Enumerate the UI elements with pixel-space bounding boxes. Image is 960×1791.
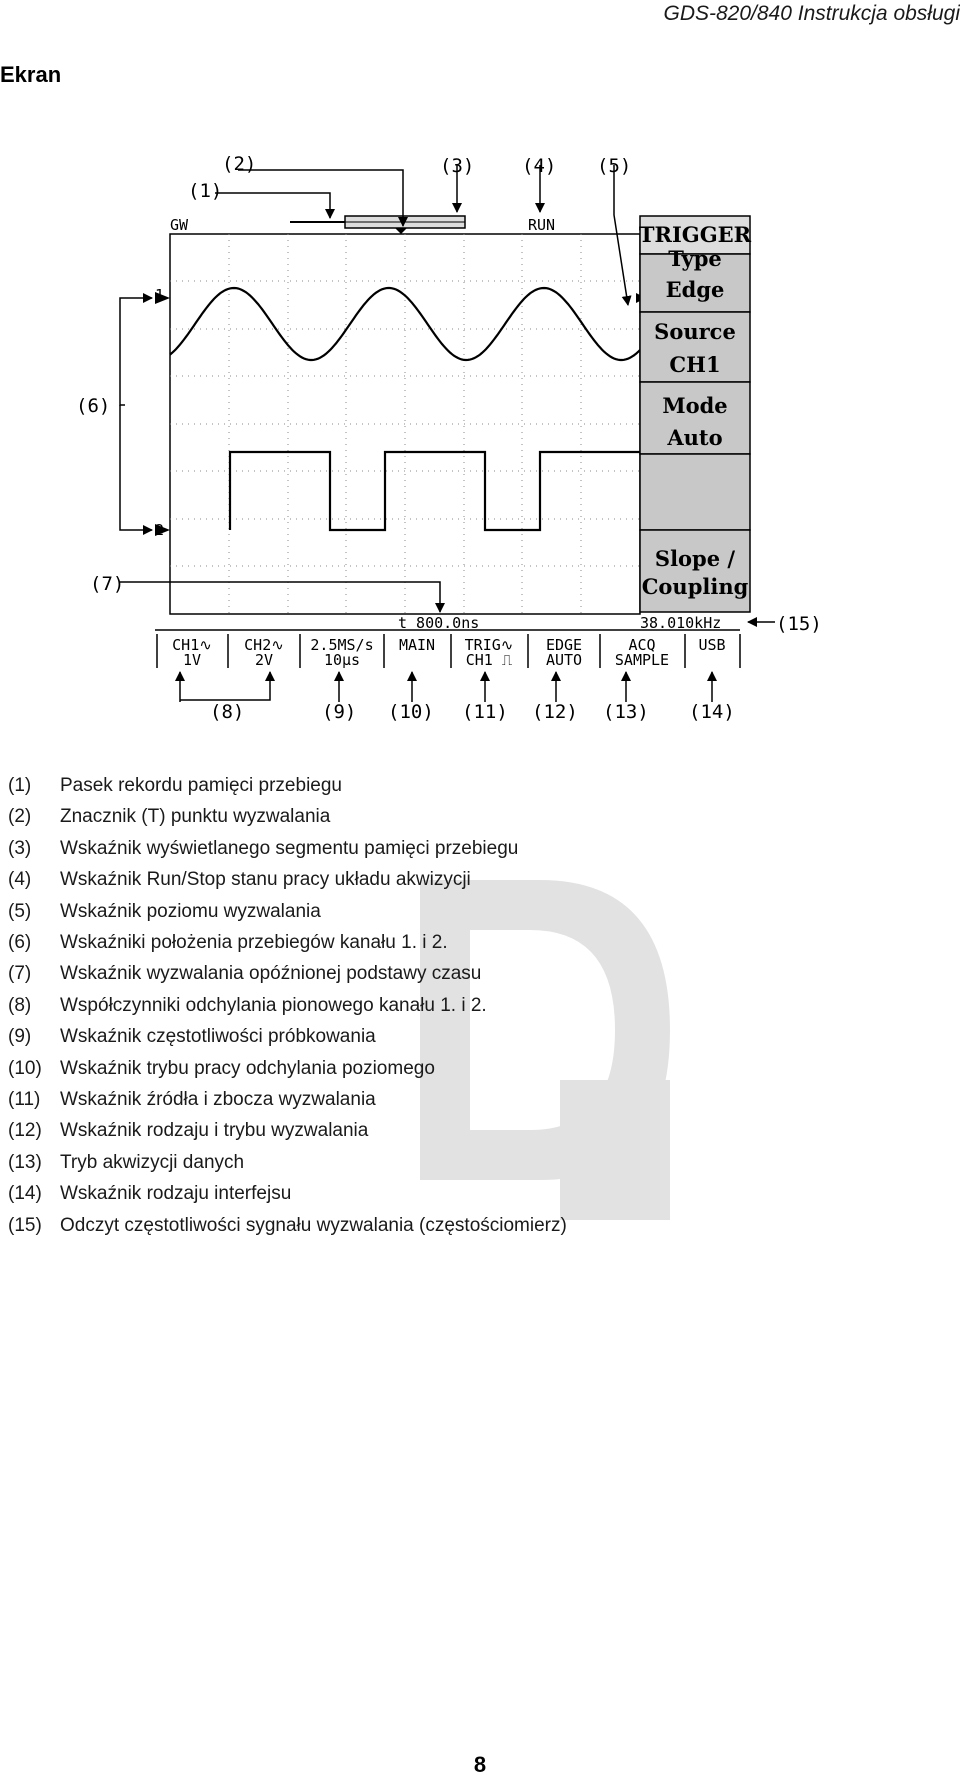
oscilloscope-screen-figure: [0, 0, 960, 760]
legend-item: [8, 927, 948, 958]
legend-item: [8, 1053, 948, 1084]
legend-text: Wskaźnik wyświetlanego segmentu pamięci przebiegu: [60, 837, 519, 859]
legend-number: (11): [8, 1089, 41, 1111]
legend-item: [8, 770, 948, 801]
status-main-top: MAIN: [398, 636, 436, 654]
menu-mode-label[interactable]: Mode: [662, 393, 728, 418]
legend-text: Wskaźnik Run/Stop stanu pracy układu akwizycji: [60, 869, 471, 891]
menu-slope-label[interactable]: Slope /: [654, 546, 736, 571]
callout-12: (12): [532, 701, 578, 723]
status-ch2-top: CH2∿: [244, 636, 284, 654]
callout-15: (15): [776, 613, 822, 635]
status-usb-top: USB: [698, 636, 726, 654]
legend-number: (4): [8, 869, 32, 891]
legend-number: (9): [8, 1026, 32, 1048]
legend-number: (2): [8, 806, 32, 828]
legend-number: (6): [8, 932, 32, 954]
run-status: RUN: [528, 216, 556, 234]
frequency-readout: 38.010kHz: [640, 614, 722, 632]
legend-number: (13): [8, 1151, 42, 1173]
legend-item: [8, 801, 948, 832]
legend-text: Wskaźnik rodzaju i trybu wyzwalania: [60, 1120, 369, 1142]
status-rate-top: 2.5MS/s: [310, 636, 374, 654]
callout-9: (9): [322, 701, 357, 723]
menu-mode-value: Auto: [667, 425, 723, 450]
callout-2: (2): [222, 153, 257, 175]
status-ch1-top: CH1∿: [172, 636, 212, 654]
status-ch1-bottom: 1V: [182, 651, 202, 669]
legend-item: [8, 1115, 948, 1146]
legend-text: Znacznik (T) punktu wyzwalania: [60, 806, 331, 828]
legend-item: [8, 864, 948, 895]
legend-text: Wskaźniki położenia przebiegów kanału 1. i 2.: [60, 932, 448, 954]
legend-number: (12): [8, 1120, 42, 1142]
callout-6: (6): [76, 395, 111, 417]
callout-10: (10): [388, 701, 434, 723]
page-number: 8: [473, 1752, 487, 1777]
legend-item: [8, 1084, 948, 1115]
legend-item: [8, 990, 948, 1021]
legend-number: (14): [8, 1183, 42, 1205]
legend-item: [8, 833, 948, 864]
menu-type-label[interactable]: Type: [668, 246, 722, 272]
page-header: GDS-820/840 Instrukcja obsługi: [663, 2, 960, 25]
trigger-point-marker-icon: [395, 228, 407, 234]
menu-title: TRIGGER: [638, 222, 752, 247]
legend-number: (15): [8, 1214, 42, 1236]
legend-text: Wskaźnik trybu pracy odchylania poziomego: [60, 1057, 435, 1079]
callout-5: (5): [597, 155, 632, 177]
legend-item: [8, 1178, 948, 1209]
menu-source-label[interactable]: Source: [654, 319, 736, 344]
status-acq-bottom: SAMPLE: [614, 651, 670, 669]
legend-text: Tryb akwizycji danych: [60, 1151, 245, 1173]
legend-item: [8, 1021, 948, 1052]
legend-number: (3): [8, 837, 32, 859]
callout-1: (1): [188, 180, 223, 202]
legend-item: [8, 958, 948, 989]
ch2-marker-label: 2: [155, 521, 165, 539]
legend-list: [8, 770, 948, 1241]
ch1-marker-label: 1: [155, 286, 165, 304]
status-rate-bottom: 10µs: [323, 651, 361, 669]
legend-text: Wskaźnik poziomu wyzwalania: [60, 900, 321, 922]
legend-text: Wskaźnik rodzaju interfejsu: [60, 1183, 292, 1205]
legend-number: (8): [8, 994, 32, 1016]
legend-number: (5): [8, 900, 32, 922]
legend-number: (10): [8, 1057, 42, 1079]
legend-number: (7): [8, 963, 32, 985]
menu-source-value: CH1: [669, 352, 721, 377]
trigger-delay-readout: t 800.0ns: [398, 614, 480, 632]
legend-text: Wskaźnik częstotliwości próbkowania: [60, 1026, 376, 1048]
menu-type-value: Edge: [665, 277, 725, 302]
legend-text: Odczyt częstotliwości sygnału wyzwalania (częstościomierz): [60, 1214, 567, 1236]
callout-7: (7): [90, 573, 125, 595]
legend-number: (1): [8, 775, 32, 796]
status-edge-top: EDGE: [545, 636, 583, 654]
status-trig-top: TRIG∿: [464, 636, 514, 654]
status-acq-top: ACQ: [628, 636, 656, 654]
legend-text: Współczynniki odchylania pionowego kanału 1. i 2.: [60, 994, 487, 1016]
callout-4: (4): [522, 155, 557, 177]
callout-13: (13): [603, 701, 649, 723]
legend-item: [8, 1147, 948, 1178]
callout-14: (14): [689, 701, 735, 723]
legend-text: Wskaźnik wyzwalania opóźnionej podstawy czasu: [60, 963, 482, 985]
legend-text: Wskaźnik źródła i zbocza wyzwalania: [60, 1089, 376, 1111]
status-edge-bottom: AUTO: [545, 651, 583, 669]
legend-item: [8, 896, 948, 927]
callout-11: (11): [462, 701, 508, 723]
callout-8: (8): [210, 701, 245, 723]
callout-3: (3): [440, 155, 475, 177]
legend-item: [8, 1210, 948, 1241]
section-title: Ekran: [0, 62, 62, 87]
menu-coupling-value: Coupling: [641, 574, 749, 599]
status-ch2-bottom: 2V: [254, 651, 274, 669]
status-trig-bottom: CH1 ⎍: [465, 651, 513, 669]
legend-text: Pasek rekordu pamięci przebiegu: [60, 775, 342, 796]
gw-label: GW: [170, 216, 189, 234]
